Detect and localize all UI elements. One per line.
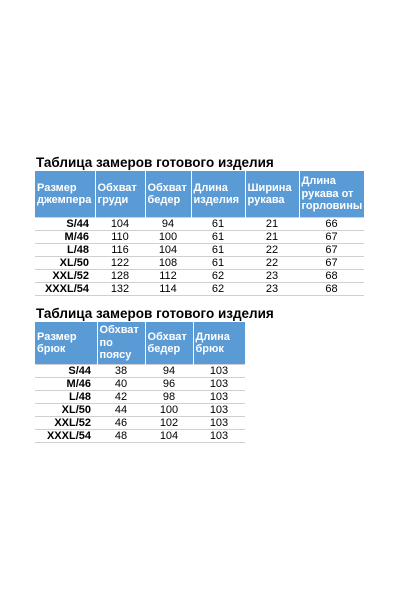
size-cell: XXL/52 [35,270,95,283]
trousers-size-table [35,322,245,443]
table-cell: 22 [245,257,299,270]
table-cell: 128 [95,270,145,283]
trousers-table-title: Таблица замеров готового изделия [36,306,274,321]
jumper-header-sleeve-length: Длина рукава от горловины [299,171,364,218]
jumper-header-chest: Обхват груди [95,171,145,218]
jumper-table-title: Таблица замеров готового изделия [36,155,274,170]
size-cell: XL/50 [35,257,95,270]
table-cell: 98 [145,391,193,404]
size-cell: L/48 [35,244,95,257]
table-cell: 68 [299,270,364,283]
size-cell: M/46 [35,231,95,244]
table-row [35,404,245,417]
table-row [35,365,245,378]
table-cell: 104 [145,244,191,257]
table-row [35,430,245,443]
table-cell: 104 [95,218,145,231]
jumper-header-size: Размер джемпера [35,171,95,218]
table-cell: 112 [145,270,191,283]
table-row [35,218,364,231]
jumper-size-block [35,154,364,296]
table-cell: 103 [193,391,245,404]
table-cell: 103 [193,365,245,378]
jumper-header-sleeve-width: Ширина рукава [245,171,299,218]
trousers-header-size: Размер брюк [35,322,97,365]
table-cell: 62 [191,270,245,283]
table-cell: 67 [299,244,364,257]
table-cell: 96 [145,378,193,391]
table-cell: 62 [191,283,245,296]
table-cell: 61 [191,218,245,231]
table-cell: 61 [191,257,245,270]
table-cell: 23 [245,283,299,296]
table-row [35,257,364,270]
table-cell: 102 [145,417,193,430]
table-cell: 100 [145,231,191,244]
table-cell: 100 [145,404,193,417]
table-cell: 103 [193,404,245,417]
jumper-header-length: Длина изделия [191,171,245,218]
trousers-size-block [35,305,274,443]
table-cell: 103 [193,430,245,443]
jumper-size-table [35,171,364,296]
table-cell: 94 [145,365,193,378]
size-cell: XXL/52 [35,417,97,430]
table-cell: 61 [191,231,245,244]
table-cell: 67 [299,231,364,244]
size-cell: S/44 [35,218,95,231]
table-cell: 46 [97,417,145,430]
size-cell: XL/50 [35,404,97,417]
table-cell: 66 [299,218,364,231]
jumper-header-hips: Обхват бедер [145,171,191,218]
table-cell: 122 [95,257,145,270]
table-cell: 42 [97,391,145,404]
size-cell: L/48 [35,391,97,404]
table-cell: 67 [299,257,364,270]
trousers-header-hips: Обхват бедер [145,322,193,365]
table-cell: 21 [245,218,299,231]
table-row [35,231,364,244]
table-cell: 108 [145,257,191,270]
table-row [35,378,245,391]
table-row [35,283,364,296]
table-cell: 68 [299,283,364,296]
jumper-header-row [35,171,364,218]
size-cell: XXXL/54 [35,430,97,443]
table-row [35,417,245,430]
table-cell: 21 [245,231,299,244]
table-row [35,270,364,283]
table-cell: 61 [191,244,245,257]
trousers-header-length: Длина брюк [193,322,245,365]
table-row [35,244,364,257]
table-row [35,391,245,404]
table-cell: 22 [245,244,299,257]
table-cell: 110 [95,231,145,244]
table-cell: 44 [97,404,145,417]
size-cell: XXXL/54 [35,283,95,296]
table-cell: 23 [245,270,299,283]
table-cell: 48 [97,430,145,443]
table-cell: 103 [193,417,245,430]
trousers-header-waist: Обхват по поясу [97,322,145,365]
trousers-header-row [35,322,245,365]
table-cell: 104 [145,430,193,443]
table-cell: 40 [97,378,145,391]
table-cell: 116 [95,244,145,257]
table-cell: 132 [95,283,145,296]
table-cell: 38 [97,365,145,378]
table-cell: 114 [145,283,191,296]
size-cell: M/46 [35,378,97,391]
table-cell: 94 [145,218,191,231]
table-cell: 103 [193,378,245,391]
size-cell: S/44 [35,365,97,378]
